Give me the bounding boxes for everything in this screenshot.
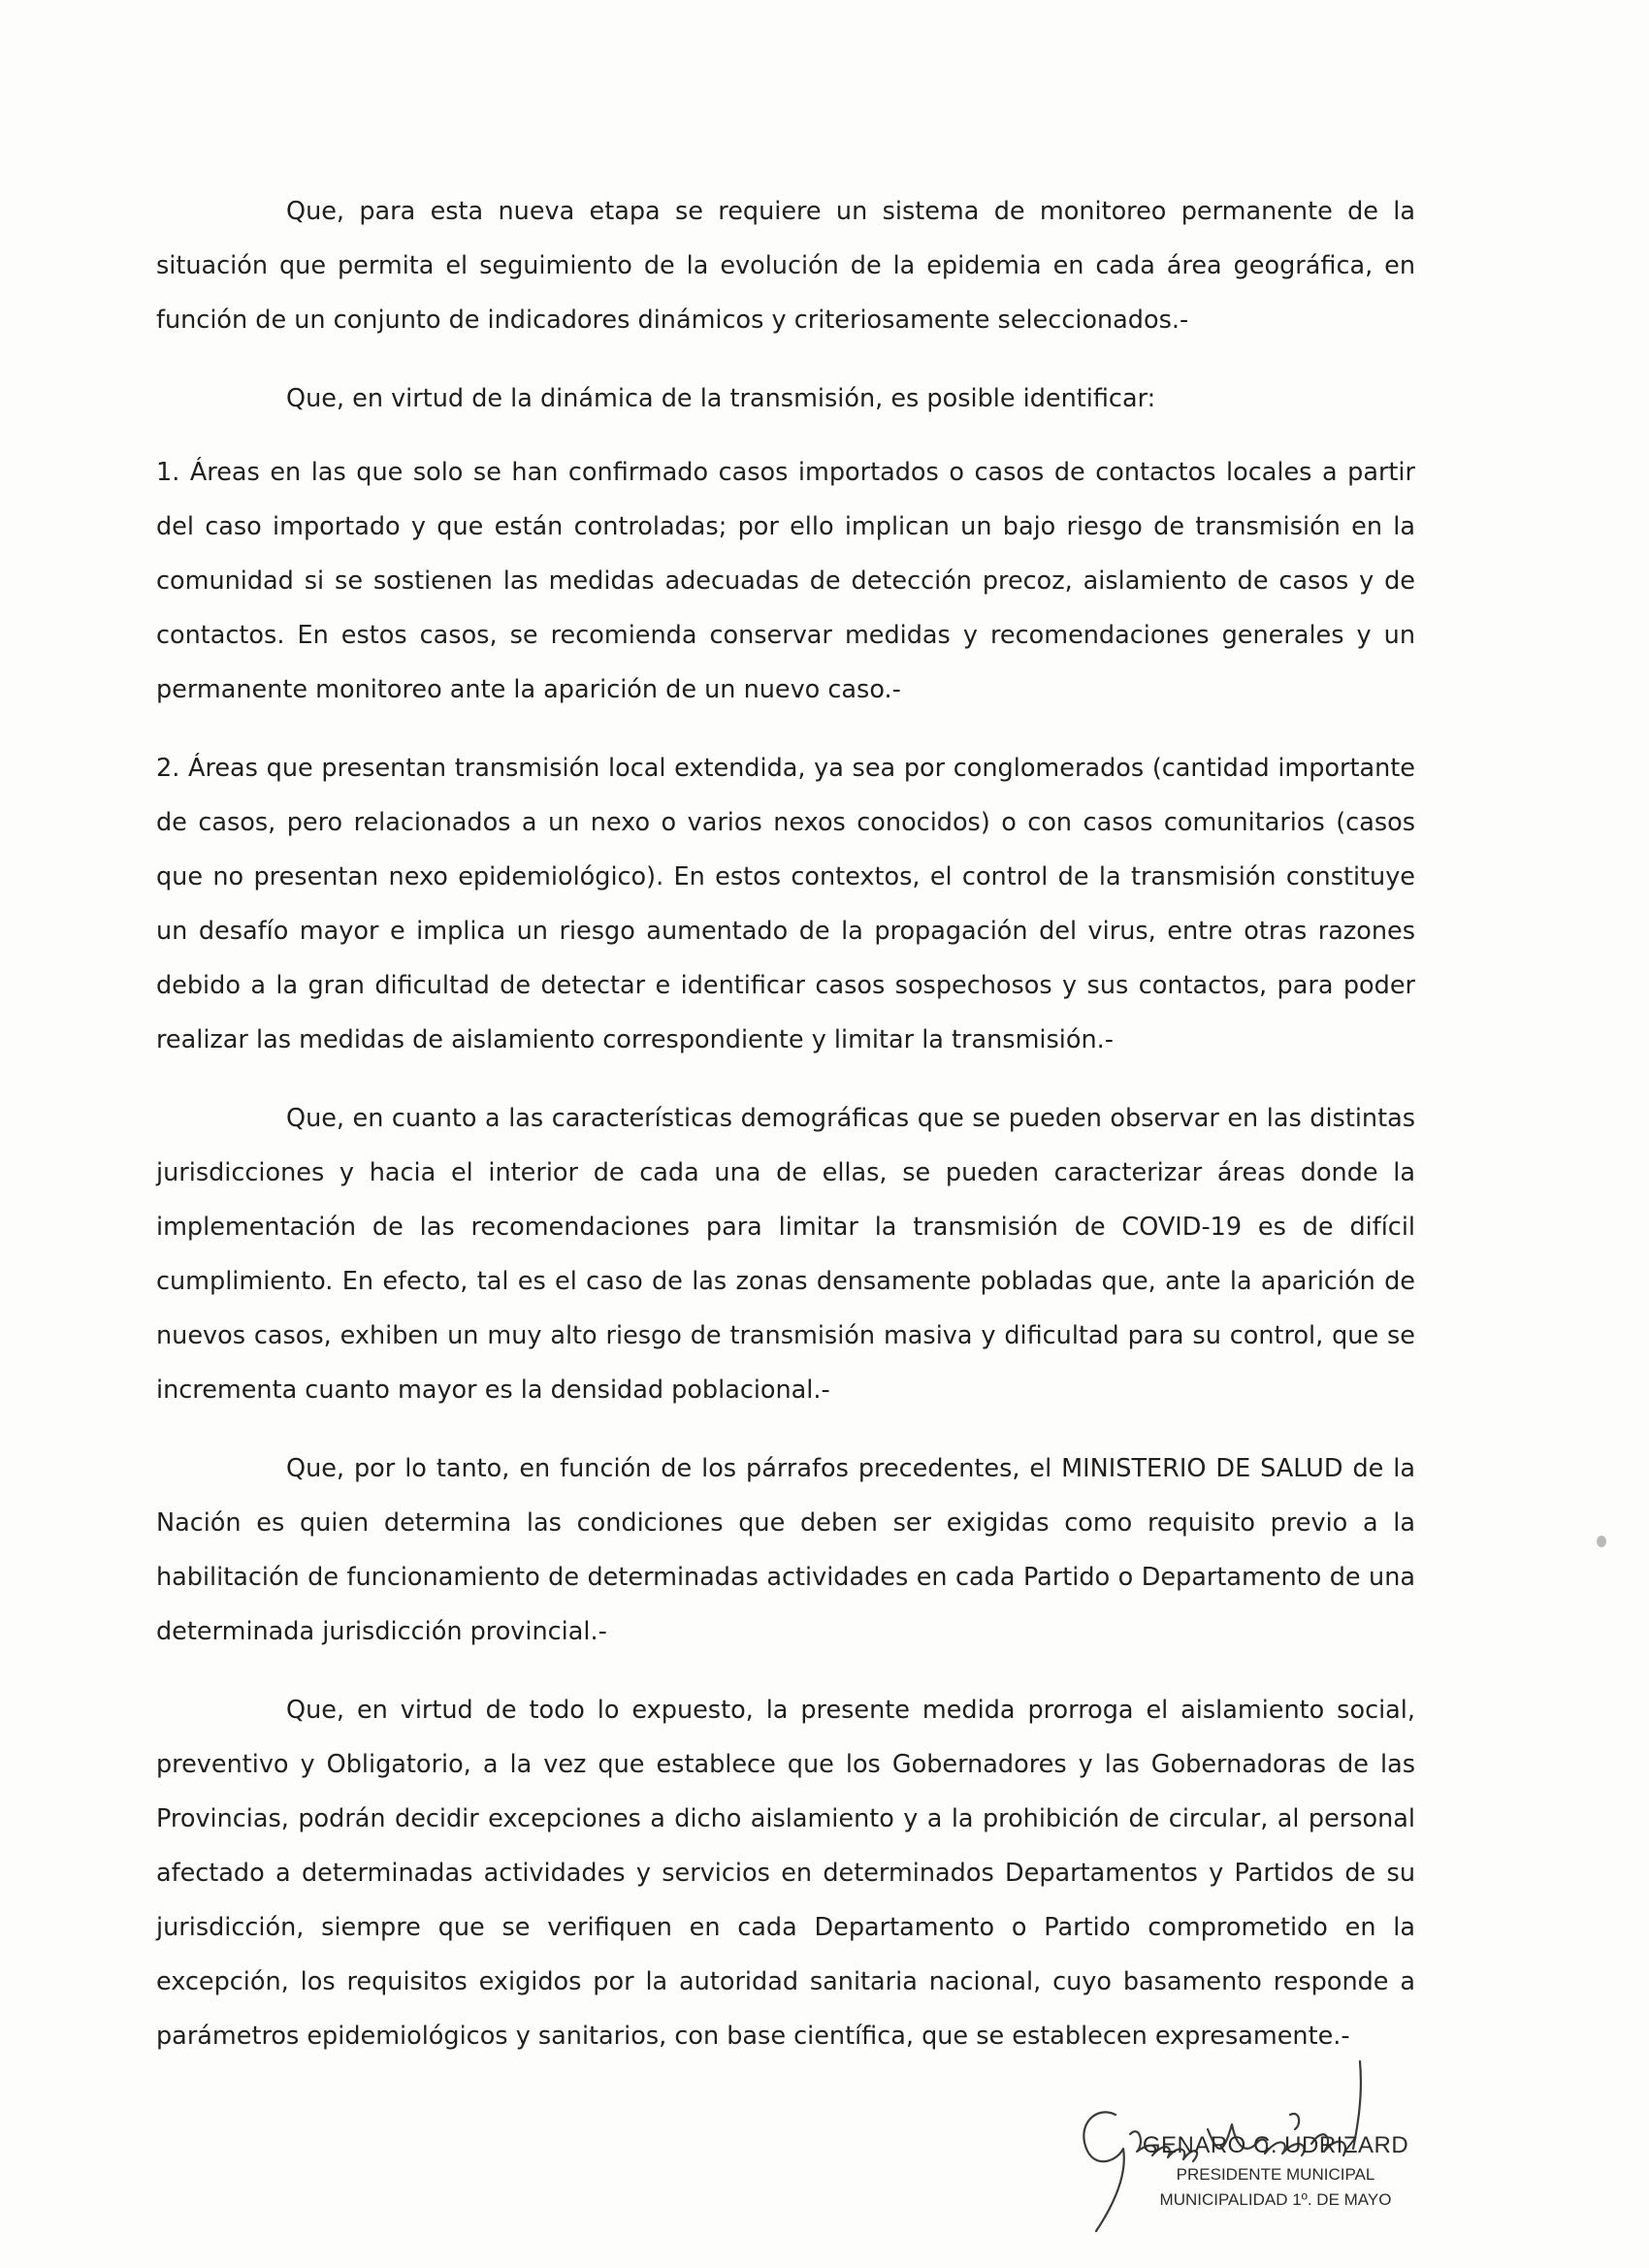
document-body <box>156 184 1415 2063</box>
paragraph-item-2: 2. Áreas que presentan transmisión local extendida, ya sea por conglomerados (cantidad importante de casos, pero relacionados a un nexo o varios nexos conocidos) o con casos comunitarios (casos que no presentan nexo epidemiológico). En estos contextos, el control de la transmisión constituye un desafío mayor e implica un riesgo aumentado de la propagación del virus, entre otras razones debido a la gran dificultad de detectar e identificar casos sospechosos y sus contactos, para poder realizar las medidas de aislamiento correspondiente y limitar la transmisión.- <box>156 754 1415 1054</box>
signatory-name: GENARO C. UDRIZARD <box>1142 2132 1409 2158</box>
signature-block <box>1048 2057 1436 2251</box>
signatory-organization: MUNICIPALIDAD 1º. DE MAYO <box>1159 2190 1392 2209</box>
paragraph-item-1: 1. Áreas en las que solo se han confirmado casos importados o casos de contactos locales a partir del caso importado y que están controladas; por ello implican un bajo riesgo de transmisión en la comunidad si se sostienen las medidas adecuadas de detección precoz, aislamiento de casos y de contactos. En estos casos, se recomienda conservar medidas y recomendaciones generales y un permanente monitoreo ante la aparición de un nuevo caso.- <box>156 458 1415 704</box>
paragraph-dinamica: Que, en virtud de la dinámica de la transmisión, es posible identificar: <box>286 384 1156 413</box>
paragraph-demograficas: Que, en cuanto a las características demográficas que se pueden observar en las distintas jurisdicciones y hacia el interior de cada una de ellas, se pueden caracterizar áreas donde la implementación de las recomendaciones para limitar la transmisión de COVID-19 es de difícil cumplimiento. En efecto, tal es el caso de las zonas densamente pobladas que, ante la aparición de nuevos casos, exhiben un muy alto riesgo de transmisión masiva y dificultad para su control, que se incrementa cuanto mayor es la densidad poblacional.- <box>156 1104 1415 1405</box>
signatory-role: PRESIDENTE MUNICIPAL <box>1176 2165 1375 2184</box>
paragraph-monitoreo: Que, para esta nueva etapa se requiere un sistema de monitoreo permanente de la situación que permita el seguimiento de la evolución de la epidemia en cada área geográfica, en función de un conjunto de indicadores dinámicos y criteriosamente seleccionados.- <box>156 197 1415 335</box>
paragraph-ministerio: Que, por lo tanto, en función de los párrafos precedentes, el MINISTERIO DE SALUD de la Nación es quien determina las condiciones que deben ser exigidas como requisito previo a la habilitación de funcionamiento de determinadas actividades en cada Partido o Departamento de una determinada jurisdicción provincial.- <box>156 1454 1415 1646</box>
paragraph-prorroga: Que, en virtud de todo lo expuesto, la presente medida prorroga el aislamiento social, preventivo y Obligatorio, a la vez que establece que los Gobernadores y las Gobernadoras de las Provincias, podrán decidir excepciones a dicho aislamiento y a la prohibición de circular, al personal afectado a determinadas actividades y servicios en determinados Departamentos y Partidos de su jurisdicción, siempre que se verifiquen en cada Departamento o Partido comprometido en la excepción, los requisitos exigidos por la autoridad sanitaria nacional, cuyo basamento responde a parámetros epidemiológicos y sanitarios, con base científica, que se establecen expresamente.- <box>156 1696 1415 2051</box>
scan-speck <box>1597 1536 1606 1547</box>
